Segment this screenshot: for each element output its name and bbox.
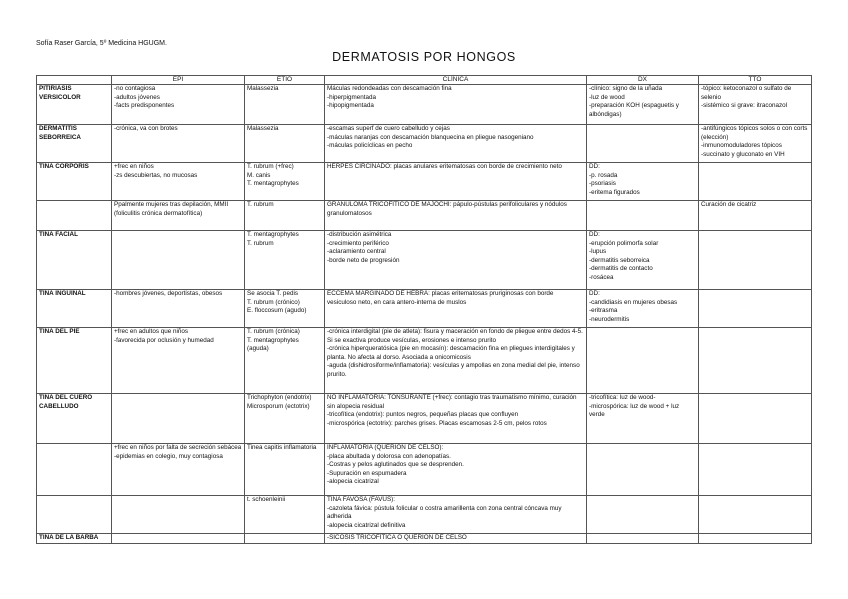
cell-text: -eritema figurados: [589, 188, 640, 196]
cell-dx: [587, 201, 699, 231]
cell-text: -Costras y pelos aglutinados que se desprenden.: [327, 461, 464, 469]
cell-tto: [699, 496, 812, 534]
cell-dx: [587, 328, 699, 394]
cell-text: -inmunomoduladores tópicos: [701, 142, 782, 150]
cell-dx: [587, 394, 699, 444]
table-row: [37, 496, 812, 534]
cell-text: GRANULOMA TRICOFÍTICO DE MAJOCHI: pápulo-pústulas perifoliculares y nódulos granulomatosos: [327, 201, 567, 217]
cell-text: T. mentagrophytes: [247, 180, 299, 188]
cell-text: -antifúngicos tópicos solos o con corts (elección): [701, 125, 808, 141]
cell-text: -hiperpigmentada: [327, 93, 377, 101]
cell-text: -erupción polimorfa solar: [589, 239, 659, 247]
cell-label: [37, 231, 112, 290]
cell-text: T. mentagrophytes: [247, 231, 299, 238]
cell-clinica: [325, 231, 587, 290]
cell-text: T. rubrum: [247, 239, 274, 247]
table-row: [37, 534, 812, 544]
cell-tto: [699, 444, 812, 496]
cell-etio: [245, 201, 325, 231]
cell-text: -máculas policíclicas en pecho: [327, 142, 413, 150]
cell-text: +frec en niños: [114, 163, 154, 170]
header-etio: ETIO: [245, 76, 325, 85]
cell-text: -borde neto de progresión: [327, 256, 400, 264]
cell-text: -alopecia cicatrizal: [327, 478, 379, 486]
cell-text: -adultos jóvenes: [114, 93, 160, 101]
cell-text: Trichophyton (endotrix): [247, 394, 312, 401]
cell-etio: [245, 231, 325, 290]
cell-tto: [699, 394, 812, 444]
cell-label: [37, 394, 112, 444]
cell-text: Microsporum (ectotrix): [247, 402, 310, 410]
dermatosis-table: [36, 75, 812, 544]
cell-text: -candidiasis en mujeres obesas: [589, 298, 678, 306]
cell-text: Máculas redondeadas con descamación fina: [327, 85, 452, 92]
cell-text: DD:: [589, 290, 600, 297]
cell-text: TIÑA DE LA BARBA: [39, 534, 99, 541]
cell-text: TIÑA INGUINAL: [39, 290, 86, 297]
cell-label: [37, 444, 112, 496]
cell-dx: [587, 496, 699, 534]
cell-label: [37, 290, 112, 328]
cell-text: -p. rosada: [589, 171, 618, 179]
cell-text: T. rubrum (+frec): [247, 163, 294, 170]
cell-text: TIÑA FAVOSA (FAVUS):: [327, 496, 395, 503]
cell-dx: [587, 231, 699, 290]
cell-label: [37, 163, 112, 201]
cell-text: -no contagiosa: [114, 85, 156, 92]
cell-clinica: [325, 290, 587, 328]
cell-text: Tinea capitis inflamatoria: [247, 444, 317, 451]
cell-text: PITIRIASIS: [39, 85, 72, 92]
cell-text: Curación de cicatriz: [701, 201, 757, 208]
cell-epi: [112, 125, 245, 163]
cell-label: [37, 85, 112, 125]
cell-text: -succinato y gluconato en VIH: [701, 150, 785, 158]
cell-text: TIÑA CORPORIS: [39, 163, 89, 170]
cell-dx: [587, 290, 699, 328]
cell-text: -alopecia cicatrizal definitiva: [327, 521, 406, 529]
cell-text: -sistémico si grave: itraconazol: [701, 102, 788, 110]
cell-label: [37, 534, 112, 544]
cell-epi: [112, 163, 245, 201]
cell-epi: [112, 394, 245, 444]
cell-etio: [245, 290, 325, 328]
table-row: [37, 444, 812, 496]
cell-text: DD:: [589, 163, 600, 170]
cell-text: -distribución asimétrica: [327, 231, 392, 238]
cell-text: -neurodermitis: [589, 315, 630, 323]
cell-dx: [587, 163, 699, 201]
cell-tto: [699, 125, 812, 163]
cell-text: Malassezia: [247, 125, 279, 132]
cell-epi: [112, 444, 245, 496]
cell-text: -epidemias en colegio, muy contagiosa: [114, 452, 223, 460]
cell-tto: [699, 85, 812, 125]
cell-text: NO INFLAMATORIA: TONSURANTE (+frec): contagio tras traumatismo mínimo, curación sin alopecia residual: [327, 394, 577, 410]
cell-text: -aguda (dishidrosiforme/inflamatoria): vesículas y ampollas en zona medial del pie, intenso prurito.: [327, 362, 580, 378]
cell-epi: [112, 231, 245, 290]
cell-etio: [245, 85, 325, 125]
cell-text: -máculas naranjas con descamación blanquecina en pliegue nasogeniano: [327, 133, 534, 141]
cell-text: ECCEMA MARGINADO DE HEBRA: placas eritematosas pruriginosas con borde vesiculoso neto, en cara antero-interna de muslos: [327, 290, 554, 306]
cell-tto: [699, 290, 812, 328]
cell-text: T. rubrum: [247, 201, 274, 208]
cell-clinica: [325, 394, 587, 444]
cell-dx: [587, 444, 699, 496]
cell-epi: [112, 85, 245, 125]
cell-text: -luz de wood: [589, 93, 625, 101]
cell-clinica: [325, 201, 587, 231]
cell-label: [37, 328, 112, 394]
cell-clinica: [325, 328, 587, 394]
cell-label: [37, 496, 112, 534]
cell-clinica: [325, 125, 587, 163]
cell-text: -crónica hiperqueratósica (pie en mocasín): descamación fina en pliegues interdigitales y planta. No afecta al dorso. Asociada a onicomicosis: [327, 345, 575, 361]
cell-etio: [245, 125, 325, 163]
cell-tto: [699, 163, 812, 201]
cell-tto: [699, 201, 812, 231]
author-line: Sofía Raser García, 5º Medicina HGUGM.: [36, 40, 167, 47]
cell-clinica: [325, 534, 587, 544]
header-tto: TTO: [699, 76, 812, 85]
cell-text: -escamas superf de cuero cabelludo y cejas: [327, 125, 450, 132]
cell-text: -cazoleta fávica: pústula folicular o costra amarillenta con zona central cóncava muy adherida: [327, 504, 562, 521]
cell-dx: [587, 534, 699, 544]
cell-text: TIÑA FACIAL: [39, 231, 78, 238]
cell-text: -clínico: signo de la uñada: [589, 85, 663, 92]
cell-etio: [245, 444, 325, 496]
cell-etio: [245, 163, 325, 201]
cell-text: -SICOSIS TRICOFÍTICA O QUERIÓN DE CELSO: [327, 534, 467, 541]
cell-text: -facts predisponentes: [114, 102, 175, 110]
cell-text: -hipopigmentada: [327, 102, 374, 110]
cell-text: T. rubrum (crónica): [247, 328, 300, 335]
cell-text: -crecimiento periférico: [327, 239, 389, 247]
header-label: [37, 76, 112, 85]
table-row: [37, 290, 812, 328]
cell-text: SEBORREICA: [39, 133, 81, 141]
cell-text: -Supuración en espumadera: [327, 469, 407, 477]
cell-dx: [587, 85, 699, 125]
table-row: [37, 163, 812, 201]
cell-text: HERPES CIRCINADO: placas anulares eritematosas con borde de crecimiento neto: [327, 163, 562, 170]
cell-clinica: [325, 496, 587, 534]
cell-epi: [112, 496, 245, 534]
document-title: DERMATOSIS POR HONGOS: [332, 50, 516, 64]
cell-text: INFLAMATORIA (QUERIÓN DE CELSO):: [327, 444, 444, 451]
cell-text: -tópico: ketoconazol o sulfato de selenio: [701, 85, 792, 101]
cell-label: [37, 125, 112, 163]
cell-text: M. canis: [247, 171, 271, 179]
cell-text: DERMATITIS: [39, 125, 78, 132]
cell-text: -crónica interdigital (pie de atleta): fisura y maceración en fondo de pliegue entre dedos 4-5. Si se exactiva produce vesículas, erosiones e intenso prurito: [327, 328, 583, 344]
table-row: [37, 231, 812, 290]
table-row: [37, 125, 812, 163]
cell-text: -tricofítica (endotrix): puntos negros, pequeñas placas que confluyen: [327, 411, 519, 419]
cell-text: DD:: [589, 231, 600, 238]
cell-text: +frec en niños por falta de secreción sebácea: [114, 444, 242, 451]
cell-text: Ppalmente mujeres tras depilación, MMII (foliculitis crónica dermatofítica): [114, 201, 229, 217]
table-row: [37, 328, 812, 394]
cell-clinica: [325, 85, 587, 125]
cell-text: T. mentagrophytes (aguda): [247, 336, 299, 353]
cell-text: +frec en adultos que niños: [114, 328, 189, 335]
cell-text: -favorecida por oclusión y humedad: [114, 336, 214, 344]
header-clinica: CLÍNICA: [325, 76, 587, 85]
cell-text: -aclaramiento central: [327, 248, 386, 256]
header-epi: EPI: [112, 76, 245, 85]
cell-tto: [699, 231, 812, 290]
cell-text: TIÑA DEL PIE: [39, 328, 80, 335]
cell-text: CABELLUDO: [39, 402, 79, 410]
header-dx: DX: [587, 76, 699, 85]
cell-epi: [112, 290, 245, 328]
header-row: [37, 76, 812, 85]
cell-text: -psoriasis: [589, 180, 616, 188]
cell-text: -rosácea: [589, 273, 614, 281]
cell-text: -tricofítica: luz de wood-: [589, 394, 656, 401]
cell-text: t. schoenleinii: [247, 496, 286, 503]
cell-text: Se asocia T. pedis: [247, 290, 298, 297]
cell-text: T. rubrum (crónico): [247, 298, 300, 306]
cell-text: -dermatitis seborreica: [589, 256, 650, 264]
cell-text: -zs descubiertas, no mucosas: [114, 171, 198, 179]
cell-text: -eritrasma: [589, 307, 618, 315]
cell-text: -placa abultada y dolorosa con adenopatías.: [327, 452, 451, 460]
cell-tto: [699, 534, 812, 544]
cell-text: -hombres jóvenes, deportistas, obesos: [114, 290, 223, 297]
cell-etio: [245, 534, 325, 544]
cell-etio: [245, 394, 325, 444]
table-row: [37, 85, 812, 125]
cell-epi: [112, 534, 245, 544]
cell-text: -dermatitis de contacto: [589, 265, 653, 273]
cell-text: -preparación KOH (espaguetis y albóndigas): [589, 102, 679, 118]
cell-text: E. floccosum (agudo): [247, 307, 307, 315]
cell-etio: [245, 328, 325, 394]
cell-text: -crónica, va con brotes: [114, 125, 178, 132]
cell-epi: [112, 328, 245, 394]
cell-label: [37, 201, 112, 231]
cell-text: VERSICOLOR: [39, 93, 81, 101]
table-row: [37, 394, 812, 444]
table-row: [37, 201, 812, 231]
cell-epi: [112, 201, 245, 231]
cell-text: Malassezia: [247, 85, 279, 92]
cell-clinica: [325, 163, 587, 201]
cell-text: -microspórica: luz de wood + luz verde: [589, 402, 680, 419]
cell-clinica: [325, 444, 587, 496]
cell-dx: [587, 125, 699, 163]
cell-text: -lupus: [589, 248, 607, 256]
cell-tto: [699, 328, 812, 394]
cell-text: -microspórica (ectotrix): parches grises. Placas escamosas 2-5 cm, pelos rotos: [327, 419, 547, 427]
cell-etio: [245, 496, 325, 534]
cell-text: TIÑA DEL CUERO: [39, 394, 93, 401]
